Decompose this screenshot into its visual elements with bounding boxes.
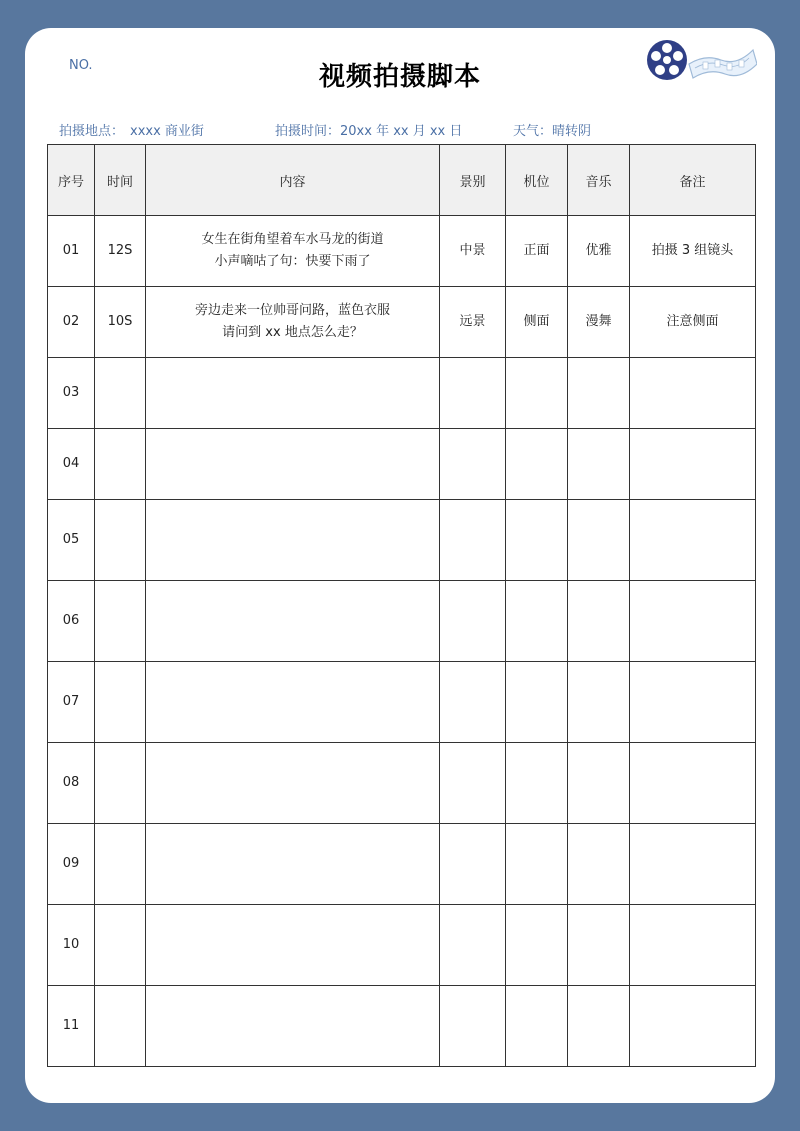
cell-shot xyxy=(440,358,506,429)
cell-music xyxy=(568,358,630,429)
cell-time xyxy=(95,500,146,581)
cell-time: 12S xyxy=(95,216,146,287)
cell-music: 漫舞 xyxy=(568,287,630,358)
column-header: 时间 xyxy=(95,145,146,216)
cell-shot xyxy=(440,500,506,581)
cell-number: 10 xyxy=(48,905,95,986)
column-header: 内容 xyxy=(146,145,440,216)
cell-music xyxy=(568,743,630,824)
cell-time xyxy=(95,662,146,743)
cell-number: 01 xyxy=(48,216,95,287)
table-row xyxy=(48,986,756,1067)
cell-note: 注意侧面 xyxy=(630,287,756,358)
cell-shot xyxy=(440,986,506,1067)
table-row xyxy=(48,905,756,986)
content-line: 请问到 xx 地点怎么走？ xyxy=(222,325,363,340)
content-line: 小声嘀咕了句：快要下雨了 xyxy=(214,254,371,269)
cell-number: 06 xyxy=(48,581,95,662)
cell-number: 11 xyxy=(48,986,95,1067)
cell-content xyxy=(146,500,440,581)
content-line: 旁边走来一位帅哥问路，蓝色衣服 xyxy=(194,303,390,318)
cell-camera xyxy=(506,986,568,1067)
cell-note xyxy=(630,905,756,986)
column-header: 备注 xyxy=(630,145,756,216)
weather xyxy=(513,120,591,139)
cell-number: 03 xyxy=(48,358,95,429)
table-row xyxy=(48,216,756,287)
shoot-time-label: 拍摄时间： xyxy=(275,124,341,139)
shoot-location-label: 拍摄地点： xyxy=(59,124,125,139)
cell-content xyxy=(146,358,440,429)
column-header: 景别 xyxy=(440,145,506,216)
page-title: 视频拍摄脚本 xyxy=(318,62,481,92)
cell-number: 07 xyxy=(48,662,95,743)
cell-camera xyxy=(506,743,568,824)
cell-content xyxy=(146,662,440,743)
cell-music xyxy=(568,500,630,581)
cell-music xyxy=(568,429,630,500)
table-row xyxy=(48,743,756,824)
cell-content xyxy=(146,429,440,500)
table-row xyxy=(48,500,756,581)
cell-note xyxy=(630,581,756,662)
cell-camera xyxy=(506,905,568,986)
cell-content xyxy=(146,743,440,824)
cell-note xyxy=(630,824,756,905)
content-line: 女生在街角望着车水马龙的街道 xyxy=(201,232,384,247)
table-row xyxy=(48,287,756,358)
cell-number: 04 xyxy=(48,429,95,500)
cell-content xyxy=(146,216,440,287)
cell-music xyxy=(568,581,630,662)
cell-content xyxy=(146,581,440,662)
weather-value: 晴转阴 xyxy=(552,124,592,139)
shoot-location xyxy=(59,120,204,139)
film-reel-icon xyxy=(645,38,757,84)
cell-music xyxy=(568,662,630,743)
table-header-row xyxy=(48,145,756,216)
cell-time xyxy=(95,986,146,1067)
cell-number: 05 xyxy=(48,500,95,581)
cell-camera xyxy=(506,358,568,429)
cell-note xyxy=(630,986,756,1067)
table-row xyxy=(48,662,756,743)
cell-number: 09 xyxy=(48,824,95,905)
cell-shot xyxy=(440,662,506,743)
cell-time xyxy=(95,581,146,662)
script-table xyxy=(47,144,756,1067)
cell-shot xyxy=(440,824,506,905)
cell-note xyxy=(630,743,756,824)
column-header: 机位 xyxy=(506,145,568,216)
table-row xyxy=(48,581,756,662)
column-header: 音乐 xyxy=(568,145,630,216)
cell-camera xyxy=(506,429,568,500)
shoot-time-value: 20xx 年 xx 月 xx 日 xyxy=(340,124,463,139)
cell-camera xyxy=(506,824,568,905)
cell-time xyxy=(95,743,146,824)
cell-time xyxy=(95,905,146,986)
table-row xyxy=(48,429,756,500)
cell-number: 08 xyxy=(48,743,95,824)
weather-label: 天气： xyxy=(513,124,553,139)
cell-number: 02 xyxy=(48,287,95,358)
column-header: 序号 xyxy=(48,145,95,216)
cell-shot xyxy=(440,429,506,500)
cell-note: 拍摄 3 组镜头 xyxy=(630,216,756,287)
cell-music: 优雅 xyxy=(568,216,630,287)
cell-camera xyxy=(506,500,568,581)
number-label: NO. xyxy=(69,58,93,73)
cell-shot xyxy=(440,905,506,986)
cell-shot xyxy=(440,581,506,662)
cell-music xyxy=(568,905,630,986)
cell-content xyxy=(146,824,440,905)
cell-note xyxy=(630,429,756,500)
script-sheet xyxy=(25,28,775,1103)
table-row xyxy=(48,358,756,429)
cell-music xyxy=(568,824,630,905)
cell-time xyxy=(95,824,146,905)
cell-shot: 远景 xyxy=(440,287,506,358)
cell-time: 10S xyxy=(95,287,146,358)
cell-content xyxy=(146,905,440,986)
shoot-time xyxy=(275,120,462,139)
cell-music xyxy=(568,986,630,1067)
cell-camera: 侧面 xyxy=(506,287,568,358)
cell-camera xyxy=(506,662,568,743)
cell-shot xyxy=(440,743,506,824)
cell-shot: 中景 xyxy=(440,216,506,287)
cell-time xyxy=(95,429,146,500)
cell-content xyxy=(146,986,440,1067)
table-row xyxy=(48,824,756,905)
cell-camera: 正面 xyxy=(506,216,568,287)
cell-note xyxy=(630,358,756,429)
shoot-location-value: xxxx 商业街 xyxy=(130,124,204,139)
cell-time xyxy=(95,358,146,429)
cell-content xyxy=(146,287,440,358)
cell-note xyxy=(630,500,756,581)
cell-camera xyxy=(506,581,568,662)
cell-note xyxy=(630,662,756,743)
